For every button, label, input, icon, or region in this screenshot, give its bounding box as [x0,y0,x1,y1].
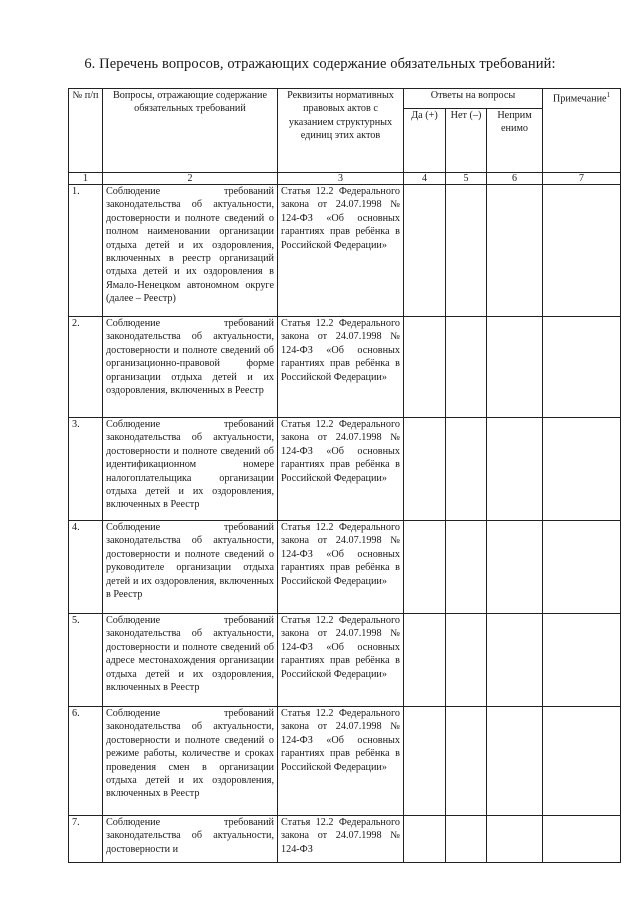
answer-not-applicable-cell[interactable] [487,816,543,863]
legal-act-reference: Статья 12.2 Федерального закона от 24.07.1998 № 124-ФЗ «Об основных гарантиях прав ребёнка в Российской Федерации» [278,707,404,816]
header-answers-group: Ответы на вопросы [404,89,543,109]
note-cell[interactable] [543,816,621,863]
column-number: 7 [543,173,621,185]
header-num: № п/п [69,89,103,173]
footnote-marker: 1 [606,91,611,99]
legal-act-reference: Статья 12.2 Федерального закона от 24.07.1998 № 124-ФЗ «Об основных гарантиях прав ребёнка в Российской Федерации» [278,185,404,317]
answer-no-cell[interactable] [446,521,487,614]
requirement-question: Соблюдение требований законодательства об актуальности, достоверности и полноте сведений об адресе местонахождения организации отдыха детей и их оздоровления, включенных в Реестр [103,614,278,707]
requirement-question: Соблюдение требований законодательства об актуальности, достоверности и полноте сведений об организационно-правовой форме организации отдыха детей и их оздоровления, включенных в Реестр [103,317,278,418]
note-cell[interactable] [543,521,621,614]
legal-act-reference: Статья 12.2 Федерального закона от 24.07.1998 № 124-ФЗ «Об основных гарантиях прав ребёнка в Российской Федерации» [278,614,404,707]
legal-act-reference: Статья 12.2 Федерального закона от 24.07.1998 № 124-ФЗ «Об основных гарантиях прав ребёнка в Российской Федерации» [278,418,404,521]
row-number: 3. [69,418,103,521]
column-number: 2 [103,173,278,185]
header-question: Вопросы, отражающие содержание обязательных требований [103,89,278,173]
answer-no-cell[interactable] [446,317,487,418]
answer-yes-cell[interactable] [404,418,446,521]
header-acts: Реквизиты нормативных правовых актов с указанием структурных единиц этих актов [278,89,404,173]
column-number: 5 [446,173,487,185]
table-row [69,614,621,707]
requirement-question: Соблюдение требований законодательства об актуальности, достоверности и полноте сведений о полном наименовании организации отдыха детей и их оздоровления, включенных в реестр организаций отдыха детей и их оздоровления в Ямало-Ненецком автономном округе (далее – Реестр) [103,185,278,317]
header-no: Нет (–) [446,109,487,173]
row-number: 1. [69,185,103,317]
table-row [69,418,621,521]
answer-yes-cell[interactable] [404,816,446,863]
requirement-question: Соблюдение требований законодательства об актуальности, достоверности и полноте сведений об идентификационном номере налогоплательщика организации отдыха детей и их оздоровления, включенных в Реестр [103,418,278,521]
column-number: 1 [69,173,103,185]
header-note [543,89,621,173]
note-cell[interactable] [543,185,621,317]
column-number: 3 [278,173,404,185]
column-number: 4 [404,173,446,185]
answer-yes-cell[interactable] [404,185,446,317]
row-number: 6. [69,707,103,816]
row-number: 2. [69,317,103,418]
header-not-applicable: Неприм енимо [487,109,543,173]
answer-yes-cell[interactable] [404,614,446,707]
answer-no-cell[interactable] [446,816,487,863]
table-row [69,185,621,317]
row-number: 5. [69,614,103,707]
table-row [69,707,621,816]
answer-not-applicable-cell[interactable] [487,418,543,521]
answer-not-applicable-cell[interactable] [487,707,543,816]
note-cell[interactable] [543,614,621,707]
answer-no-cell[interactable] [446,418,487,521]
table-row [69,521,621,614]
answer-not-applicable-cell[interactable] [487,317,543,418]
legal-act-reference: Статья 12.2 Федерального закона от 24.07.1998 № 124-ФЗ [278,816,404,863]
answer-yes-cell[interactable] [404,317,446,418]
note-cell[interactable] [543,317,621,418]
table-row [69,317,621,418]
answer-no-cell[interactable] [446,707,487,816]
answer-yes-cell[interactable] [404,521,446,614]
answer-yes-cell[interactable] [404,707,446,816]
answer-not-applicable-cell[interactable] [487,521,543,614]
column-number: 6 [487,173,543,185]
requirement-question: Соблюдение требований законодательства об актуальности, достоверности и полноте сведений о руководителе организации отдыха детей и их оздоровления, включенных в Реестр [103,521,278,614]
requirements-table [68,88,621,863]
legal-act-reference: Статья 12.2 Федерального закона от 24.07.1998 № 124-ФЗ «Об основных гарантиях прав ребёнка в Российской Федерации» [278,317,404,418]
note-cell[interactable] [543,707,621,816]
answer-no-cell[interactable] [446,185,487,317]
column-number-row [69,173,621,185]
row-number: 7. [69,816,103,863]
header-note-label: Примечание [552,93,607,105]
note-cell[interactable] [543,418,621,521]
legal-act-reference: Статья 12.2 Федерального закона от 24.07.1998 № 124-ФЗ «Об основных гарантиях прав ребёнка в Российской Федерации» [278,521,404,614]
answer-no-cell[interactable] [446,614,487,707]
header-yes: Да (+) [404,109,446,173]
table-row [69,816,621,863]
answer-not-applicable-cell[interactable] [487,185,543,317]
requirement-question: Соблюдение требований законодательства об актуальности, достоверности и [103,816,278,863]
answer-not-applicable-cell[interactable] [487,614,543,707]
row-number: 4. [69,521,103,614]
section-title: 6. Перечень вопросов, отражающих содержание обязательных требований: [84,56,556,72]
requirement-question: Соблюдение требований законодательства об актуальности, достоверности и полноте сведений о режиме работы, количестве и сроках проведения смен в организации отдыха детей и их оздоровления, включенных в Реестр [103,707,278,816]
